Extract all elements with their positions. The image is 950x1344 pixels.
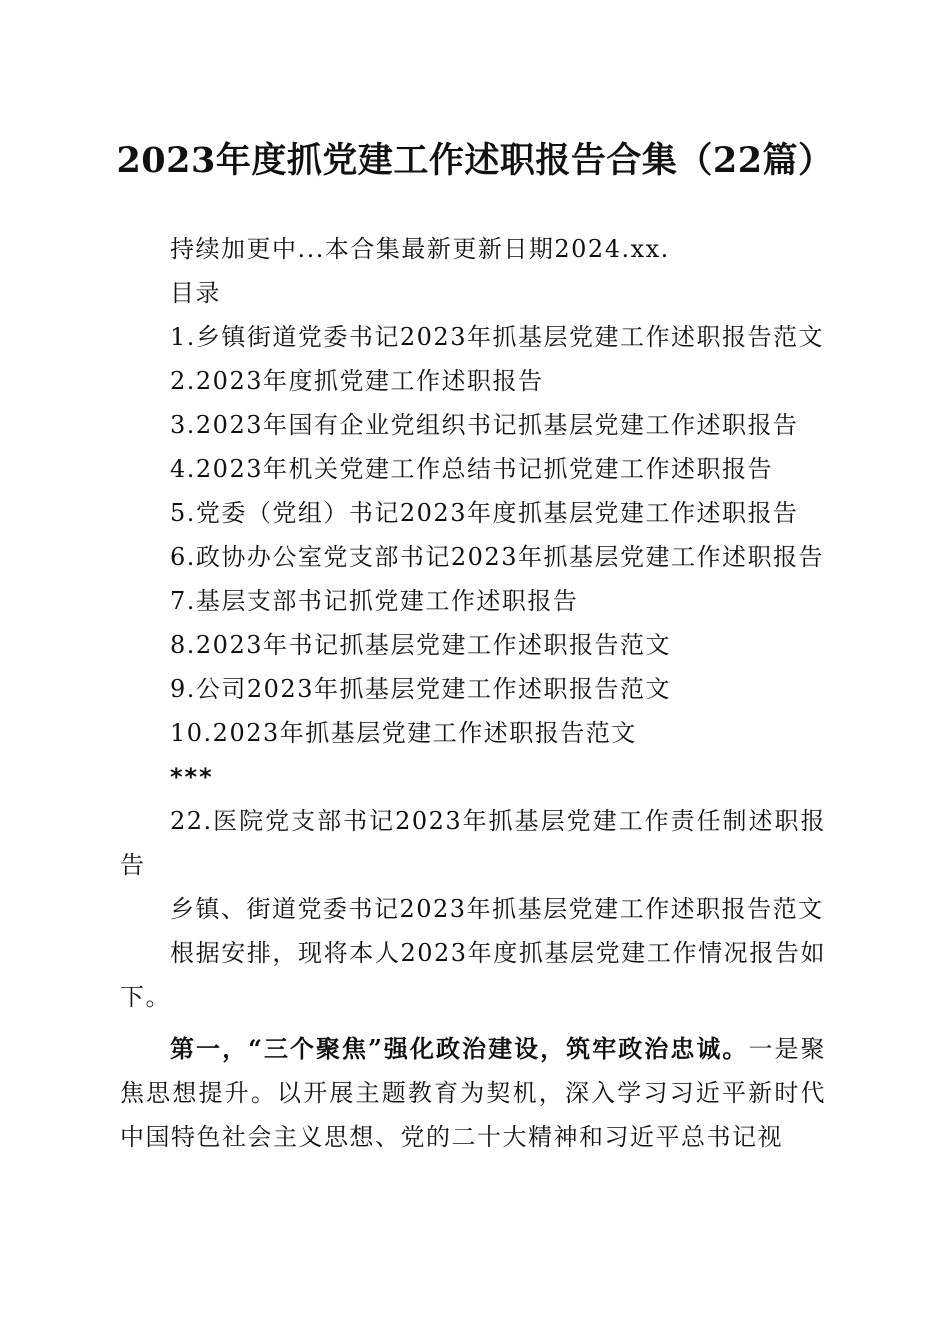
article-title: 乡镇、街道党委书记2023年抓基层党建工作述职报告范文: [170, 895, 824, 923]
intro-paragraph: 根据安排，现将本人2023年度抓基层党建工作情况报告如下。: [120, 939, 826, 1011]
document-title: 2023年度抓党建工作述职报告合集（22篇）: [116, 140, 834, 181]
toc-item: 6.政协办公室党支部书记2023年抓基层党建工作述职报告: [170, 543, 824, 571]
document-body: [120, 227, 826, 1159]
toc-item: 5.党委（党组）书记2023年度抓基层党建工作述职报告: [170, 499, 799, 527]
toc-label: 目录: [170, 279, 221, 307]
toc-item: 1.乡镇街道党委书记2023年抓基层党建工作述职报告范文: [170, 323, 824, 351]
update-note: 持续加更中...本合集最新更新日期2024.xx.: [170, 235, 670, 263]
toc-item: 8.2023年书记抓基层党建工作述职报告范文: [170, 631, 671, 659]
section-1-paragraph: [120, 1027, 826, 1159]
section-1-text: 一是聚焦思想提升。以开展主题教育为契机，深入学习习近平新时代中国特色社会主义思想、党的二十大精神和习近平总书记视: [120, 1035, 827, 1151]
toc-item: 4.2023年机关党建工作总结书记抓党建工作述职报告: [170, 455, 773, 483]
toc-last-item: 22.医院党支部书记2023年抓基层党建工作责任制述职报告: [120, 807, 826, 879]
toc-item: 7.基层支部书记抓党建工作述职报告: [170, 587, 579, 615]
section-1-lead: 第一，“三个聚焦”强化政治建设，筑牢政治忠诚。: [170, 1034, 749, 1063]
toc-item: 9.公司2023年抓基层党建工作述职报告范文: [170, 675, 671, 703]
toc-item: 10.2023年抓基层党建工作述职报告范文: [170, 719, 637, 747]
toc-separator: ***: [170, 763, 214, 791]
toc-item: 2.2023年度抓党建工作述职报告: [170, 367, 544, 395]
toc-item: 3.2023年国有企业党组织书记抓基层党建工作述职报告: [170, 411, 799, 439]
